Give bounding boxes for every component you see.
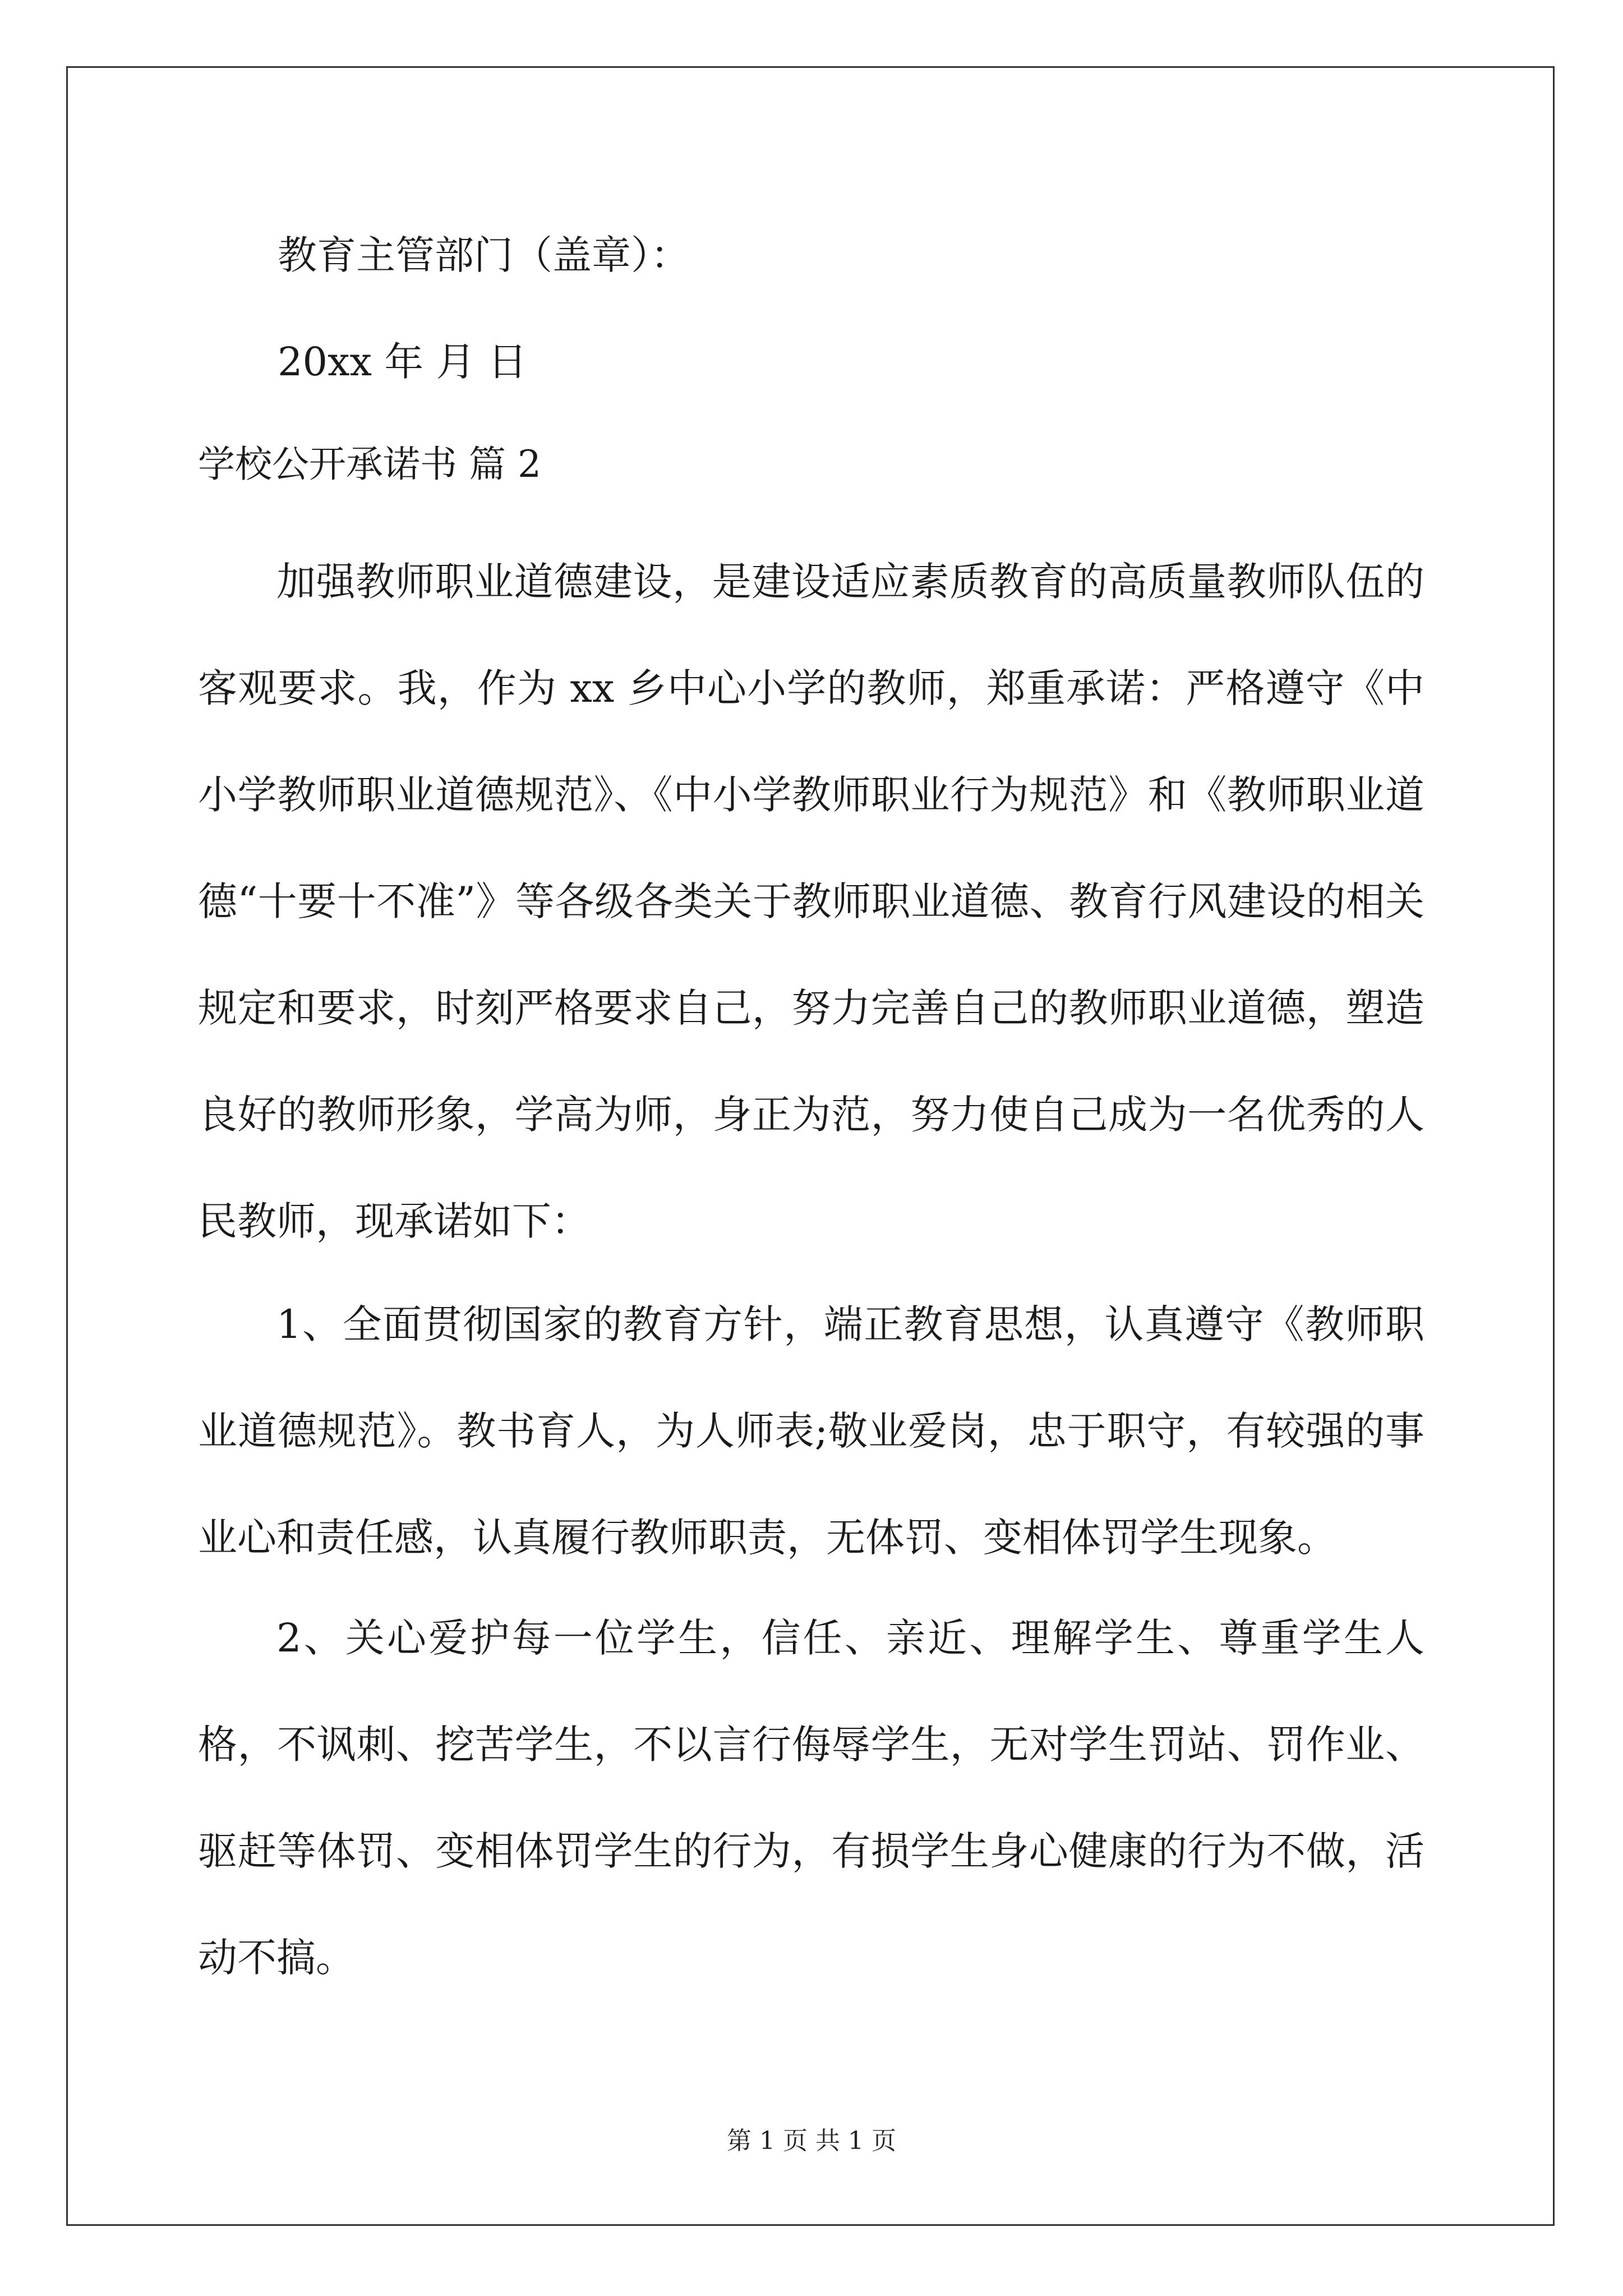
section-title: 学校公开承诺书 篇 2 <box>198 443 541 486</box>
authority-stamp-line: 教育主管部门（盖章）： <box>278 232 690 278</box>
paragraph-intro: 加强教师职业道德建设，是建设适应素质教育的高质量教师队伍的客观要求。我，作为 xx 乡中心小学的教师，郑重承诺：严格遵守《中小学教师职业道德规范》、《中小学教师职业行为规范》和《教师职业道德“十要十不准”》等各级各类关于教师职业道德、教育行风建设的相关规定和要求，时刻严格要求自己，努力完善自己的教师职业道德，塑造良好的教师形象，学高为师，身正为范，努力使自己成为一名优秀的人民教师，现承诺如下： <box>198 559 1424 1244</box>
paragraph-commitment-2: 2、关心爱护每一位学生，信任、亲近、理解学生、尊重学生人格，不讽刺、挖苦学生，不以言行侮辱学生，无对学生罚站、罚作业、驱赶等体罚、变相体罚学生的行为，有损学生身心健康的行为不做，活动不搞。 <box>198 1615 1424 1981</box>
paragraph-commitment-1: 1、全面贯彻国家的教育方针，端正教育思想，认真遵守《教师职业道德规范》。教书育人，为人师表;敬业爱岗，忠于职守，有较强的事业心和责任感，认真履行教师职责，无体罚、变相体罚学生现象。 <box>198 1301 1424 1561</box>
date-line: 20xx 年 月 日 <box>278 339 527 385</box>
page-number: 第 1 页 共 1 页 <box>727 2127 896 2155</box>
